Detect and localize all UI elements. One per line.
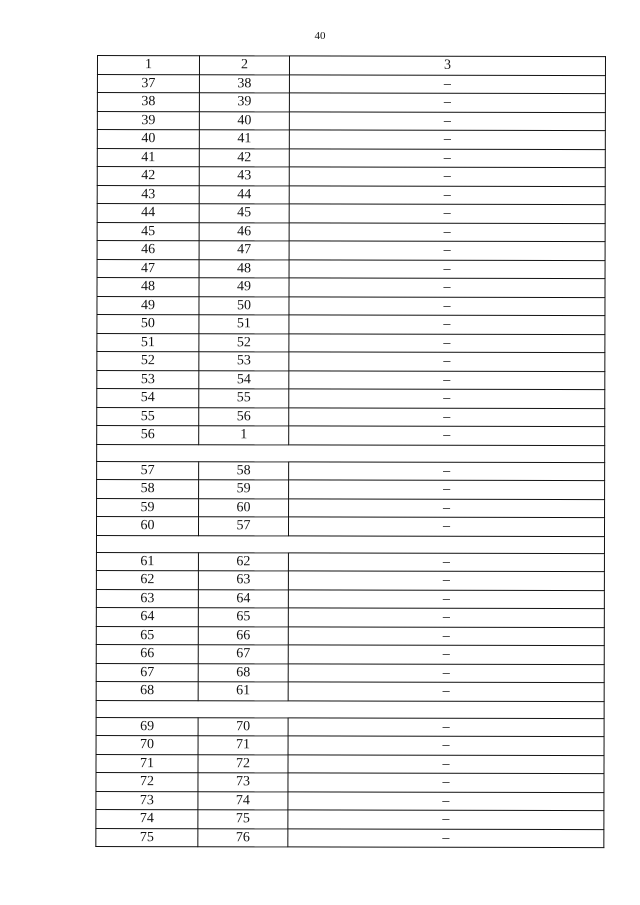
table-row (97, 296, 605, 316)
table-row (96, 791, 604, 811)
table-cell: – (289, 296, 605, 315)
table-cell: – (288, 828, 604, 847)
table-cell: 41 (97, 148, 199, 167)
table-cell: 55 (97, 407, 199, 426)
table-row (96, 772, 604, 792)
table-cell: – (289, 407, 605, 426)
section-separator-row (97, 444, 605, 462)
table-cell: 74 (198, 791, 288, 810)
table-row (97, 480, 605, 500)
table-cell: 44 (199, 185, 289, 204)
header-cell: 3 (289, 56, 605, 75)
table-cell: – (288, 736, 604, 755)
table-row (97, 167, 605, 187)
table-row (97, 352, 605, 372)
table-cell: 58 (97, 480, 199, 499)
table-cell: – (289, 74, 605, 93)
table-cell: 41 (199, 130, 289, 149)
table-row (96, 644, 604, 664)
table-row (97, 461, 605, 481)
table-row (96, 828, 604, 848)
table-cell: 53 (199, 352, 289, 371)
table-row (97, 315, 605, 335)
header-cell: 1 (97, 56, 199, 75)
table-cell: 45 (97, 222, 199, 241)
table-cell: 59 (199, 480, 289, 499)
table-cell: – (288, 626, 604, 645)
table-cell: 72 (96, 772, 198, 791)
table-cell: 40 (97, 130, 199, 149)
table-cell: – (289, 148, 605, 167)
table-row (96, 589, 604, 609)
table-cell: 61 (96, 552, 198, 571)
table-cell: – (288, 571, 604, 590)
table-cell: 72 (198, 754, 288, 773)
table-row (96, 552, 604, 572)
separator-cell (97, 444, 605, 462)
table-cell: – (288, 552, 604, 571)
table-cell: – (289, 185, 605, 204)
table-cell: 45 (199, 204, 289, 223)
table-row (97, 278, 605, 298)
table-cell: – (289, 222, 605, 241)
table-cell: 1 (199, 426, 289, 445)
table-cell: – (288, 810, 604, 829)
table-cell: – (288, 791, 604, 810)
table-cell: 64 (96, 607, 198, 626)
table-cell: 49 (97, 296, 199, 315)
separator-cell (96, 535, 604, 553)
table-cell: 52 (199, 333, 289, 352)
table-cell: 52 (97, 352, 199, 371)
table-cell: 67 (96, 663, 198, 682)
table-row (97, 241, 605, 261)
table-cell: 53 (97, 370, 199, 389)
table-cell: – (289, 480, 605, 499)
table-cell: 59 (97, 498, 199, 517)
table-row (97, 498, 605, 518)
table-cell: 42 (97, 167, 199, 186)
table-cell: 66 (198, 626, 288, 645)
section-separator-row (96, 535, 604, 553)
table-row (96, 570, 604, 590)
table-row (96, 809, 604, 829)
table-cell: – (288, 663, 604, 682)
table-cell: – (289, 333, 605, 352)
table-cell: 66 (96, 644, 198, 663)
table-cell: 40 (199, 111, 289, 130)
table-cell: 56 (199, 407, 289, 426)
table-cell: 38 (97, 93, 199, 112)
table-row (97, 222, 605, 242)
table-cell: 57 (97, 461, 199, 480)
table-cell: 70 (96, 735, 198, 754)
table-row (96, 626, 604, 646)
table-header-row (97, 56, 605, 76)
table-row (97, 93, 605, 113)
table-cell: 68 (198, 663, 288, 682)
data-table (95, 55, 606, 848)
table-cell: 50 (199, 296, 289, 315)
table-cell: – (288, 682, 604, 701)
table-cell: 65 (198, 608, 288, 627)
table-cell: – (288, 608, 604, 627)
table-cell: 63 (198, 571, 288, 590)
table-cell: 54 (199, 370, 289, 389)
table-row (96, 663, 604, 683)
table-cell: 60 (96, 517, 198, 536)
table-cell: 51 (199, 315, 289, 334)
table-body (96, 56, 606, 848)
table-row (96, 607, 604, 627)
table-cell: 64 (198, 589, 288, 608)
table-cell: 61 (198, 682, 288, 701)
table-row (97, 407, 605, 427)
table-cell: 38 (199, 74, 289, 93)
table-row (97, 185, 605, 205)
table-cell: – (289, 111, 605, 130)
table-cell: 46 (97, 241, 199, 260)
table-cell: 39 (199, 93, 289, 112)
table-cell: 73 (96, 791, 198, 810)
table-cell: 43 (199, 167, 289, 186)
table-cell: 54 (97, 389, 199, 408)
table-row (97, 259, 605, 279)
table-cell: 71 (198, 736, 288, 755)
table-row (97, 111, 605, 131)
table-cell: 43 (97, 185, 199, 204)
table-cell: – (289, 370, 605, 389)
table-cell: 37 (97, 74, 199, 93)
table-row (97, 204, 605, 224)
table-row (96, 735, 604, 755)
table-cell: 70 (198, 717, 288, 736)
table-cell: 48 (199, 259, 289, 278)
table-cell: – (288, 645, 604, 664)
table-cell: – (289, 93, 605, 112)
table-cell: 48 (97, 278, 199, 297)
table-row (97, 148, 605, 168)
table-cell: 67 (198, 645, 288, 664)
table-cell: – (288, 517, 604, 536)
table-cell: 68 (96, 681, 198, 700)
table-row (97, 74, 605, 94)
table-cell: – (288, 754, 604, 773)
table-row (97, 389, 605, 409)
table-cell: 65 (96, 626, 198, 645)
table-row (97, 333, 605, 353)
table-row (96, 517, 604, 537)
table-cell: – (289, 241, 605, 260)
table-row (97, 130, 605, 150)
table-cell: 75 (198, 810, 288, 829)
table-row (96, 754, 604, 774)
table-cell: – (289, 352, 605, 371)
table-cell: – (289, 204, 605, 223)
table-cell: 49 (199, 278, 289, 297)
table-cell: – (289, 498, 605, 517)
table-cell: – (289, 259, 605, 278)
table-cell: 42 (199, 148, 289, 167)
table-cell: 58 (199, 461, 289, 480)
table-cell: 47 (199, 241, 289, 260)
table-cell: 51 (97, 333, 199, 352)
table-row (97, 426, 605, 446)
table-cell: 76 (198, 828, 288, 847)
table-cell: 63 (96, 589, 198, 608)
table-cell: 75 (96, 828, 198, 847)
table-cell: 46 (199, 222, 289, 241)
table-cell: 44 (97, 204, 199, 223)
page-number: 40 (314, 30, 326, 42)
table-cell: – (289, 167, 605, 186)
section-separator-row (96, 700, 604, 718)
table-cell: – (288, 773, 604, 792)
table-cell: 56 (97, 426, 199, 445)
table-cell: 55 (199, 389, 289, 408)
table-cell: 73 (198, 773, 288, 792)
table-row (97, 370, 605, 390)
table-cell: 74 (96, 809, 198, 828)
table-cell: 47 (97, 259, 199, 278)
table-cell: – (289, 461, 605, 480)
table-cell: 57 (198, 517, 288, 536)
table-cell: 62 (96, 570, 198, 589)
table-cell: 71 (96, 754, 198, 773)
table-cell: 39 (97, 111, 199, 130)
table-cell: – (288, 589, 604, 608)
separator-cell (96, 700, 604, 718)
table-cell: 60 (199, 498, 289, 517)
table-cell: – (289, 389, 605, 408)
table-row (96, 717, 604, 737)
table-cell: – (288, 717, 604, 736)
header-cell: 2 (199, 56, 289, 75)
table-cell: – (289, 426, 605, 445)
table-cell: 62 (198, 552, 288, 571)
table-row (96, 681, 604, 701)
table-cell: 69 (96, 717, 198, 736)
table-cell: – (289, 278, 605, 297)
table-cell: – (289, 130, 605, 149)
table-cell: 50 (97, 315, 199, 334)
table-cell: – (289, 315, 605, 334)
